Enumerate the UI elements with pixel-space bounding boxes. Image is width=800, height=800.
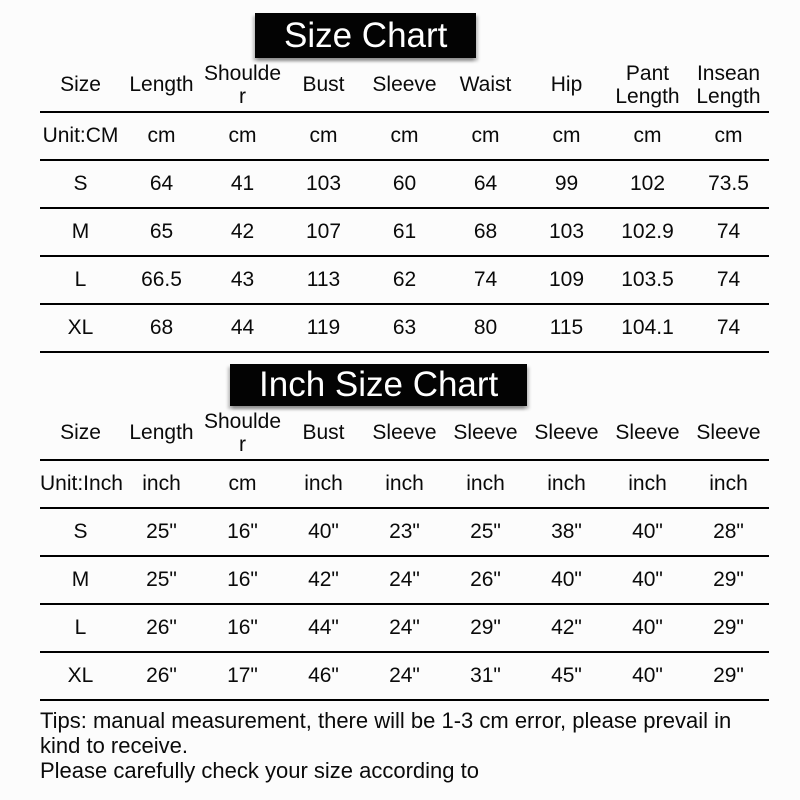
value-cell: 80 — [473, 316, 498, 339]
value-cell: 104.1 — [621, 316, 674, 339]
value-cell: 103 — [548, 220, 585, 243]
value-cell: cm — [471, 124, 500, 147]
table-row — [40, 160, 769, 208]
column-header: Sleeve — [534, 421, 599, 444]
row-label: L — [74, 616, 87, 639]
cm-size-chart-title: Size Chart — [255, 13, 476, 58]
column-header: Sleeve — [453, 421, 518, 444]
inch-size-chart-title: Inch Size Chart — [230, 364, 527, 406]
value-cell: cm — [552, 124, 581, 147]
value-cell: inch — [709, 472, 748, 495]
column-header: Size — [60, 73, 101, 96]
table-row — [40, 112, 769, 160]
value-cell: 74 — [716, 268, 741, 291]
value-cell: 64 — [473, 172, 498, 195]
value-cell: 41 — [230, 172, 255, 195]
value-cell: 28" — [713, 520, 744, 543]
value-cell: 40" — [632, 520, 663, 543]
value-cell: 44" — [308, 616, 339, 639]
value-cell: cm — [309, 124, 338, 147]
value-cell: 25" — [146, 520, 177, 543]
value-cell: 99 — [554, 172, 579, 195]
value-cell: 26" — [146, 664, 177, 687]
value-cell: 16" — [227, 616, 258, 639]
value-cell: 29" — [713, 568, 744, 591]
value-cell: 40" — [632, 664, 663, 687]
value-cell: inch — [628, 472, 667, 495]
value-cell: 29" — [713, 616, 744, 639]
row-label: Unit:CM — [42, 124, 119, 147]
value-cell: 64 — [149, 172, 174, 195]
table-row — [40, 304, 769, 352]
value-cell: 102.9 — [621, 220, 674, 243]
row-label: S — [73, 520, 88, 543]
table-row — [40, 460, 769, 508]
value-cell: 103 — [305, 172, 342, 195]
value-cell: cm — [714, 124, 743, 147]
value-cell: cm — [228, 472, 257, 495]
value-cell: 24" — [389, 616, 420, 639]
column-header: Shoulder — [203, 409, 282, 456]
cm-size-table — [40, 58, 769, 353]
value-cell: 74 — [716, 316, 741, 339]
value-cell: inch — [385, 472, 424, 495]
value-cell: 73.5 — [708, 172, 749, 195]
column-header: Sleeve — [372, 421, 437, 444]
value-cell: 74 — [716, 220, 741, 243]
column-header: Shoulder — [203, 61, 282, 108]
row-label: XL — [67, 664, 94, 687]
table-row — [40, 556, 769, 604]
value-cell: 17" — [227, 664, 258, 687]
value-cell: 42 — [230, 220, 255, 243]
table-row — [40, 256, 769, 304]
value-cell: 31" — [470, 664, 501, 687]
value-cell: inch — [547, 472, 586, 495]
value-cell: 44 — [230, 316, 255, 339]
value-cell: 109 — [548, 268, 585, 291]
column-header: Hip — [550, 73, 583, 96]
value-cell: cm — [147, 124, 176, 147]
row-label: M — [71, 568, 90, 591]
column-header: Length — [129, 421, 194, 444]
tips-text — [40, 708, 740, 783]
value-cell: 40" — [632, 616, 663, 639]
value-cell: 24" — [389, 664, 420, 687]
value-cell: 43 — [230, 268, 255, 291]
value-cell: 107 — [305, 220, 342, 243]
value-cell: 24" — [389, 568, 420, 591]
row-label: XL — [67, 316, 94, 339]
value-cell: 74 — [473, 268, 498, 291]
value-cell: inch — [304, 472, 343, 495]
value-cell: 40" — [551, 568, 582, 591]
table-row — [40, 604, 769, 652]
value-cell: 68 — [473, 220, 498, 243]
value-cell: 63 — [392, 316, 417, 339]
column-header: Bust — [302, 421, 345, 444]
value-cell: 16" — [227, 520, 258, 543]
value-cell: 42" — [551, 616, 582, 639]
value-cell: 23" — [389, 520, 420, 543]
value-cell: 102 — [629, 172, 666, 195]
value-cell: 60 — [392, 172, 417, 195]
value-cell: 68 — [149, 316, 174, 339]
value-cell: 26" — [146, 616, 177, 639]
value-cell: 25" — [470, 520, 501, 543]
tips-line-2: Please carefully check your size according to — [40, 758, 479, 783]
column-header: Sleeve — [372, 73, 437, 96]
header-row — [40, 58, 769, 112]
column-header: Pant Length — [615, 61, 680, 108]
value-cell: 119 — [306, 316, 341, 339]
tips-line-1: Tips: manual measurement, there will be 1-3 cm error, please prevail in kind to receive. — [40, 708, 732, 758]
row-label: S — [73, 172, 88, 195]
column-header: Size — [60, 421, 101, 444]
column-header: Waist — [459, 73, 512, 96]
value-cell: 66.5 — [141, 268, 182, 291]
row-label: L — [74, 268, 87, 291]
value-cell: inch — [142, 472, 181, 495]
value-cell: 113 — [306, 268, 341, 291]
value-cell: 38" — [551, 520, 582, 543]
value-cell: cm — [228, 124, 257, 147]
value-cell: 16" — [227, 568, 258, 591]
value-cell: 103.5 — [621, 268, 674, 291]
value-cell: 29" — [713, 664, 744, 687]
value-cell: 62 — [392, 268, 417, 291]
value-cell: 42" — [308, 568, 339, 591]
value-cell: 40" — [308, 520, 339, 543]
table-row — [40, 508, 769, 556]
value-cell: 65 — [149, 220, 174, 243]
value-cell: 45" — [551, 664, 582, 687]
value-cell: 26" — [470, 568, 501, 591]
value-cell: 61 — [392, 220, 417, 243]
column-header: Insean Length — [696, 61, 761, 108]
header-row — [40, 406, 769, 460]
column-header: Bust — [302, 73, 345, 96]
table-row — [40, 652, 769, 700]
value-cell: 25" — [146, 568, 177, 591]
row-label: Unit:Inch — [40, 472, 123, 495]
value-cell: 29" — [470, 616, 501, 639]
value-cell: 46" — [308, 664, 339, 687]
column-header: Sleeve — [696, 421, 761, 444]
value-cell: cm — [390, 124, 419, 147]
value-cell: cm — [633, 124, 662, 147]
column-header: Length — [129, 73, 194, 96]
column-header: Sleeve — [615, 421, 680, 444]
inch-size-table — [40, 406, 769, 701]
value-cell: 115 — [549, 316, 584, 339]
table-row — [40, 208, 769, 256]
row-label: M — [71, 220, 90, 243]
value-cell: inch — [466, 472, 505, 495]
value-cell: 40" — [632, 568, 663, 591]
